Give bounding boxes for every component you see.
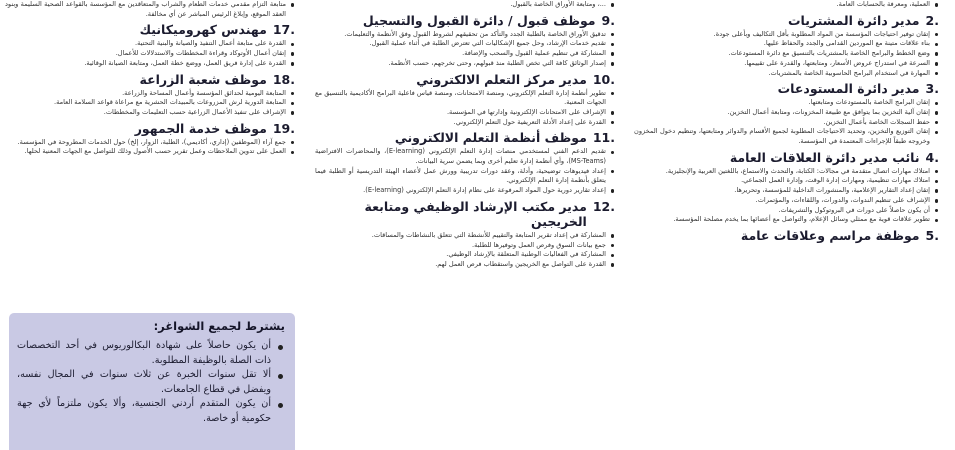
job-title: مدير دائرة المشتريات bbox=[787, 12, 920, 28]
job-heading bbox=[634, 81, 939, 96]
job-requirement-item: تقديم خدمات الإرشاد، وحل جميع الإشكاليات التي تعترض الطلبة في أثناء عملية القبول. bbox=[315, 39, 615, 49]
job-section bbox=[315, 72, 615, 128]
job-requirements bbox=[634, 30, 939, 79]
job-requirement-item: القدرة على إعداد الأدلة التعريفية حول التعلم الإلكتروني. bbox=[315, 118, 615, 128]
requirement-item: أن يكون المتقدم أردني الجنسية، وألا يكون ملتزماً لأي جهة حكومية أو خاصة. bbox=[17, 397, 285, 426]
job-requirement-item: بناء علاقات متينة مع الموردين القدامى والجدد والحفاظ عليها. bbox=[634, 39, 939, 49]
job-requirement-item: العملية، ومعرفة بالحسابات العامة. bbox=[634, 0, 939, 10]
requirements-box bbox=[9, 313, 295, 450]
job-requirements bbox=[5, 0, 295, 19]
job-section bbox=[315, 13, 615, 69]
job-heading bbox=[634, 228, 939, 243]
job-number: 4. bbox=[925, 149, 939, 165]
job-requirement-item: جمع آراء (الموظفين (إداري، أكاديمي)، الطلبة، الزوار، إلخ) حول الخدمات المطروحة في المؤسسة. bbox=[5, 138, 295, 148]
job-section bbox=[634, 13, 939, 79]
job-requirement-item: القدرة على إدارة فريق العمل، ووضع خطة العمل، ومتابعة الصيانة الوقائية. bbox=[5, 59, 295, 69]
job-requirement-item: القدرة على متابعة أعمال التنفيذ والصيانة والبنية التحتية. bbox=[5, 39, 295, 49]
requirements-title: يشترط لجميع الشواغر: bbox=[153, 319, 285, 333]
requirement-item: أن يكون حاصلاً على شهادة البكالوريوس في أحد التخصصات ذات الصلة بالوظيفة المطلوبة. bbox=[17, 339, 285, 368]
job-number: 18. bbox=[272, 71, 295, 87]
job-requirements bbox=[5, 89, 295, 118]
job-requirement-item: الإشراف على تنفيذ الأعمال الزراعية حسب التعليمات والمخططات. bbox=[5, 108, 295, 118]
job-title: موظف خدمة الجمهور bbox=[134, 120, 267, 136]
job-heading bbox=[315, 199, 615, 229]
job-requirement-item: المهارة في استخدام البرامج الحاسوبية الخاصة بالمشتريات. bbox=[634, 69, 939, 79]
job-requirement-item: تطوير علاقات قوية مع ممثلي وسائل الإعلام، والتواصل مع أعضائها بما يخدم مصلحة المؤسسة. bbox=[634, 215, 939, 225]
job-requirements bbox=[315, 89, 615, 128]
job-title: موظف قبول / دائرة القبول والتسجيل bbox=[362, 12, 596, 28]
job-requirement-item: المشاركة في إعداد تقرير المتابعة والتقييم للأنشطة التي تتعلق بالنشاطات والمساقات. bbox=[315, 231, 615, 241]
job-title: موظف أنظمة التعلم الالكتروني bbox=[394, 130, 587, 146]
job-number: 17. bbox=[272, 22, 295, 38]
job-section bbox=[634, 150, 939, 225]
job-requirement-item: إتقان آلية التخزين بما يتوافق مع طبيعة المخزونات، ومتابعة أعمال التخزين. bbox=[634, 108, 939, 118]
job-title: مهندس كهروميكانيك bbox=[139, 22, 267, 38]
job-requirement-item: المشاركة في تنظيم عملية القبول والسحب والإضافة. bbox=[315, 49, 615, 59]
job-requirement-item: وضع الخطط والبرامج الخاصة بالمشتريات بالتنسيق مع دائرة المستودعات. bbox=[634, 49, 939, 59]
job-requirement-item: إصدار الوثائق كافة التي تخص الطلبة منذ قبولهم، وحتى تخرجهم، حسب الأنظمة. bbox=[315, 59, 615, 69]
column-middle bbox=[315, 0, 615, 450]
job-requirements bbox=[634, 98, 939, 147]
job-requirement-item: أن يكون حاصلاً على دورات في البروتوكول والتشريفات. bbox=[634, 206, 939, 216]
job-section bbox=[634, 81, 939, 147]
job-heading bbox=[5, 22, 295, 37]
job-heading bbox=[634, 150, 939, 165]
column-right bbox=[634, 0, 939, 450]
job-requirements bbox=[315, 231, 615, 270]
job-heading bbox=[5, 121, 295, 136]
job-requirements bbox=[634, 0, 939, 10]
job-requirement-item: تطوير أنظمة إدارة التعلم الإلكتروني، ومنصة الامتحانات، ومنصة قياس فاعلية البرامج الأكاديمية بالتنسيق مع الجهات المعنية. bbox=[315, 89, 615, 108]
job-requirement-item: الإشراف على الامتحانات الإلكترونية وإدارتها في المؤسسة. bbox=[315, 108, 615, 118]
job-requirement-item: جمع بيانات السوق وفرص العمل وتوفيرها للطلبة. bbox=[315, 241, 615, 251]
job-section bbox=[5, 22, 295, 68]
job-title: موظف شعبة الزراعة bbox=[139, 71, 267, 87]
job-requirements bbox=[5, 138, 295, 157]
requirement-item: ألا تقل سنوات الخبرة عن ثلاث سنوات في المجال نفسه، ويفضل في قطاع الجامعات. bbox=[17, 368, 285, 397]
job-requirement-item: إتقان البرامج الخاصة بالمستودعات ومتابعتها. bbox=[634, 98, 939, 108]
job-requirement-item: المتابعة الدورية لرش المزروعات بالمبيدات الحشرية مع مراعاة قواعد السلامة العامة. bbox=[5, 98, 295, 108]
job-heading bbox=[315, 13, 615, 28]
job-requirement-item: إتقان توفير احتياجات المؤسسة من المواد المطلوبة بأقل التكاليف وبأعلى جودة. bbox=[634, 30, 939, 40]
job-section bbox=[634, 0, 939, 10]
job-heading bbox=[634, 13, 939, 28]
job-number: 2. bbox=[925, 12, 939, 28]
job-number: 12. bbox=[592, 198, 615, 214]
job-requirement-item: إعداد تقارير دورية حول المواد المرفوعة على نظام إدارة التعلم الإلكتروني (E-learning). bbox=[315, 186, 615, 196]
job-title: مدير دائرة المستودعات bbox=[777, 81, 920, 97]
job-requirements bbox=[315, 147, 615, 196]
job-requirements bbox=[634, 167, 939, 225]
job-requirement-item: إعداد فيديوهات توضيحية، وأدلة، وعقد دورات تدريبية وورش عمل لأعضاء الهيئة التدريسية أو الطلبة فيما يتعلق بأنظمة إدارة التعلم الإلكتروني. bbox=[315, 167, 615, 186]
job-heading bbox=[315, 72, 615, 87]
job-number: 10. bbox=[592, 71, 615, 87]
job-title: نائب مدير دائرة العلاقات العامة bbox=[729, 149, 920, 165]
job-requirement-item: القدرة على التواصل مع الخريجين واستقطاب فرص العمل لهم. bbox=[315, 260, 615, 270]
job-title: مدير مكتب الإرشاد الوظيفي ومتابعة الخريجين bbox=[364, 198, 587, 229]
job-title: موظفة مراسم وعلاقات عامة bbox=[740, 227, 920, 243]
job-requirement-item: إتقان إعداد التقارير الإعلامية، والمنشورات الداخلية للمؤسسة، وتحريرها. bbox=[634, 186, 939, 196]
job-requirement-item: متابعة التزام مقدمي خدمات الطعام والشراب والمتعاقدين مع المؤسسة بالقواعد الصحية السليمة وبنود العقد الموقع، وإبلاغ الرئيس المباشر عن أي مخالفة. bbox=[5, 0, 295, 19]
job-heading bbox=[315, 130, 615, 145]
job-section bbox=[634, 228, 939, 243]
job-section bbox=[5, 121, 295, 157]
job-section bbox=[5, 72, 295, 118]
job-number: 9. bbox=[601, 12, 615, 28]
job-number: 3. bbox=[925, 81, 939, 97]
requirements-list bbox=[17, 339, 285, 427]
job-requirement-item: حفظ السجلات الخاصة بأعمال التخزين. bbox=[634, 118, 939, 128]
job-requirement-item: المشاركة في الفعاليات الوطنية المتعلقة بالإرشاد الوظيفي. bbox=[315, 250, 615, 260]
job-number: 19. bbox=[272, 120, 295, 136]
job-requirements bbox=[5, 39, 295, 68]
job-requirement-item: السرعة في استدراج عروض الأسعار، ومتابعتها، والقدرة على تقييمها. bbox=[634, 59, 939, 69]
job-requirement-item: تقديم الدعم الفني لمستخدمي منصات إدارة التعلم الإلكتروني (E-learning)، والمحاضرات الافتراضية (MS-Teams)، وأي أنظمة إدارة تعليم أخرى وبما يضمن سرية البيانات. bbox=[315, 147, 615, 166]
job-requirement-item: المتابعة اليومية لحدائق المؤسسة وأعمال المساحة والزراعة. bbox=[5, 89, 295, 99]
job-number: 5. bbox=[925, 227, 939, 243]
job-number: 11. bbox=[592, 130, 615, 146]
job-requirements bbox=[315, 30, 615, 69]
job-requirement-item: إتقان أعمال الأوتوكاد وقراءة المخططات والاستدلالات للأعمال. bbox=[5, 49, 295, 59]
job-section bbox=[315, 0, 615, 10]
job-requirement-item: إتقان التوزيع والتخزين، وتحديد الاحتياجات المطلوبة لجميع الأقسام والدوائر ومتابعتها، وتنظيم دخول المخزون وخروجه طبقاً للإجراءات المعتمدة في المؤسسة. bbox=[634, 127, 939, 146]
job-requirement-item: العمل على تدوين الملاحظات وعمل تقرير حسب الأصول وذلك للتواصل مع الجهات المعنية لحلها. bbox=[5, 147, 295, 157]
job-requirement-item: امتلاك مهارات تنظيمية، ومهارات إدارة الوقت، وإدارة العمل الجماعي. bbox=[634, 176, 939, 186]
job-heading bbox=[5, 72, 295, 87]
job-requirements bbox=[315, 0, 615, 10]
job-requirement-item: تدقيق الأوراق الخاصة بالطلبة الجدد والتأكد من تحقيقهم لشروط القبول وفق الأنظمة والتعليمات. bbox=[315, 30, 615, 40]
job-requirement-item: الإشراف على تنظيم الندوات، والدورات، واللقاءات، والمؤتمرات. bbox=[634, 196, 939, 206]
job-section bbox=[315, 199, 615, 270]
job-title: مدير مركز التعلم الالكتروني bbox=[416, 71, 587, 87]
job-section bbox=[315, 130, 615, 196]
job-requirement-item: ...، ومتابعة الأوراق الخاصة بالقبول. bbox=[315, 0, 615, 10]
job-section bbox=[5, 0, 295, 19]
job-requirement-item: امتلاك مهارات اتصال متقدمة في مجالات: الكتابة، والتحدث والاستماع، باللغتين العربية والإنجليزية. bbox=[634, 167, 939, 177]
